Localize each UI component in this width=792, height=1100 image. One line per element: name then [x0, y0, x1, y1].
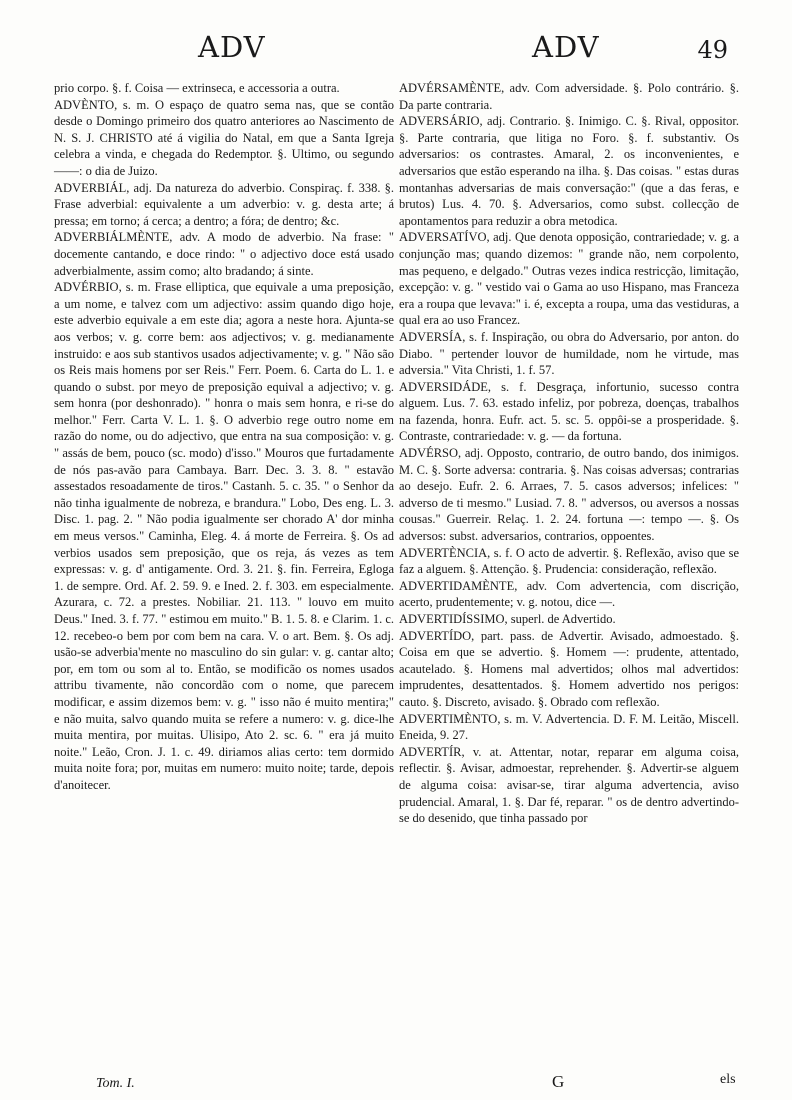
entry-paragraph: ADVÉRSAMÈNTE, adv. Com adversidade. §. Polo contrário. §. Da parte contraria. — [399, 81, 739, 112]
entry-paragraph: ADVÉRSO, adj. Opposto, contrario, de outro bando, dos inimigos. M. C. §. Sorte adversa: contraria. §. Nas coisas adversas; contrarias ao desejo. Eufr. 2. 6. Arraes, 7. 5. casos adversos; infelices: " adverso de ti mesmo." Lusiad. 7. 8. " adversos, ou aversos a nossas cousas." Guerreir. Relaç. 1. 2. 24. fortuna —: tempo —. §. Os adversos: subst. adversarios, contrarios, oppoentes. — [399, 446, 739, 544]
catchword: els — [720, 1072, 736, 1087]
entry-paragraph: ADVERTÍDO, part. pass. de Advertir. Avisado, admoestado. §. Coisa em que se advertio. §. Homem —: prudente, attentado, acautelado. §. Homens mal advertidos; olhos mal advertidos: imprudentes, desattentados. §. Homem advertido nos perigos: cauto. §. Discreto, avisado. §. Obrado com reflexão. — [399, 628, 739, 709]
entry-paragraph: ADVERTIDÍSSIMO, superl. de Advertido. — [399, 612, 616, 626]
right-column — [399, 80, 739, 827]
entry-paragraph: ADVERTÈNCIA, s. f. O acto de advertir. §. Reflexão, aviso que se faz a alguem. §. Attenção. §. Prudencia: consideração, reflexão. — [399, 545, 739, 577]
running-head-right: ADV — [532, 30, 600, 64]
entry-paragraph: ADVERTIMÈNTO, s. m. V. Advertencia. D. F. M. Leitão, Miscell. Eneida, 9. 27. — [399, 711, 739, 743]
entry-paragraph: ADVERSÍA, s. f. Inspiração, ou obra do Adversario, por anton. do Diabo. " pertender louvor de humildade, nom he virtude, mas adversia." Vita Christi, 1. f. 57. — [399, 329, 739, 378]
entry-paragraph: ADVERSATÍVO, adj. Que denota opposição, contrariedade; v. g. a conjunção mas; quando dizemos: " grande não, nem corpolento, mas pequeno, e delgado." Outras vezes indica restricção, limitação, excepção: v. g. " vestido vai o Gama ao uso Hispano, mas Franceza era a roupa que levava:" i. é, excepta a roupa, uma das vestiduras, a qual era ao uso Francez. — [399, 230, 739, 328]
entry-paragraph: ADVÈNTO, s. m. O espaço de quatro sema nas, que se contão desde o Domingo primeiro dos quatro anteriores ao Nascimento de N. S. J. CHRISTO até á vigilia do Natal, em que a Santa Igreja celebra a vinda, e chegada do Redemptor. §. Ultimo, ou segundo ——: o dia de Juizo. — [54, 97, 394, 178]
entry-paragraph: ADVERBIÁLMÈNTE, adv. A modo de adverbio. Na frase: " docemente cantando, e doce rindo: " o adjectivo doce está usado adverbialmente, assim como; alto bradando; á sinte. — [54, 230, 394, 278]
entry-paragraph: ADVERSÁRIO, adj. Contrario. §. Inimigo. C. §. Rival, oppositor. §. Parte contraria, que litiga no Foro. §. f. substantiv. Os adversarios: os contrastes. Amaral, 2. os inconvenientes, e adversarios que estão esperando na ilha. §. Das coisas. " estas duras montanhas adversarias de mais conversação:" (que a das feras, e brutos) Lus. 4. 70. §. Adversarios, como subst. collecção de apontamentos para reduzir a obra metodica. — [399, 114, 739, 228]
entry-paragraph: ADVÉRBIO, s. m. Frase elliptica, que equivale a uma preposição, a um nome, e talvez com um adjectivo: assim quando digo hoje, este adverbio equivale a em este dia; agora a neste hora. Ajunta-se aos verbos; v. g. corre bem: aos adjectivos; v. g. medianamente instruido: e aos sub stantivos usados adjectivamente; v. g. " Não são os Reis mais homens por ser Reis." Ferr. Poem. 6. Carta do L. 1. e quando o subst. por meyo de preposição equival a adjectivo; v. g. sem honra (por deshonrado). " honra o mais sem honra, e ri-se do melhor." Ferr. Carta V. L. 1. §. O adverbio rege outro nome em razão do nome, ou do adjectivo, que entra na sua composição: v. g. " assás de bem, pouco (sc. modo) d'isso." Mouros que furtadamente de nós pas-avão para Cambaya. Barr. Dec. 3. 3. 8. " estavão assestados resoadamente de tiros." Castanh. 5. c. 35. " o Senhor da não tinha igualmente de nobreza, e brandura." Lobo, Des eng. L. 3. Disc. 1. pag. 2. " Não podia igualmente ser chorado A' dor minha em meus versos." Caminha, Eleg. 4. á morte de Ferreira. §. Os ad verbios usados sem preposição, que os reja, ás vezes as tem expressas: v. g. d' antigamente. Ord. 3. 21. §. fin. Ferreira, Egloga 1. de sempre. Ord. Af. 2. 59. 9. e Ined. 2. f. 303. em especialmente. Azurara, c. 72. a prestes. Nobiliar. 21. 113. " louvo em muito Deus." Ined. 3. f. 77. " estimou em muito." B. 1. 5. 8. e Clarim. 1. c. 12. recebeo-o bem por com bem na cara. V. o art. Bem. §. Os adj. usão-se adverbia'mente no masculino do sin gular: v. g. cantar alto; por, em tom ou som al to. Então, se modificão os nomes usados attribu tivamente, não concordão com o nome, que parecem modificar, e assim dizemos bem: v. g. " isso não é muito mentira;" e não muita, salvo quando muita se refere a numero: v. g. dice-lhe muita mentira, por muitas. Ulisipo, Ato 2. sc. 6. " era já muito noite." Leão, Cron. J. 1. c. 49. diriamos alias certo: tem dormido muita noite fora; por, muitas em numero: muito noite; tarde, depois d'anoitecer. — [54, 280, 394, 792]
entry-paragraph: ADVERTÍR, v. at. Attentar, notar, reparar em alguma coisa, reflectir. §. Avisar, admoestar, reprehender. §. Advertir-se alguem de alguma coisa: avisar-se, tirar alguma advertencia, aviso prudencial. Amaral, 1. §. Dar fé, reparar. " os de dentro advertindo-se do desenido, que tinha passado por — [399, 744, 739, 826]
volume-label: Tom. I. — [96, 1076, 135, 1091]
running-head-left: ADV — [198, 30, 266, 64]
entry-paragraph: ADVERBIÁL, adj. Da natureza do adverbio. Conspiraç. f. 338. §. Frase adverbial: equivalente a um adverbio: v. g. desta arte; á pressa; em torno; á cerca; a dentro; a fóra; de dentro; &c. — [54, 180, 394, 228]
entry-paragraph: ADVERSIDÁDE, s. f. Desgraça, infortunio, sucesso contra alguem. Lus. 7. 63. estado infeliz, por pobreza, doenças, trabalhos na fazenda, honra. Eufr. act. 5. sc. 5. oppôi-se a prosperidade. §. Contraste, contrariedade: v. g. — da fortuna. — [399, 379, 739, 444]
entry-paragraph: ADVERTIDAMÈNTE, adv. Com advertencia, com discrição, acerto, prudentemente; v. g. notou, dice —. — [399, 578, 739, 610]
left-column — [54, 80, 394, 794]
page-number: 49 — [697, 36, 728, 64]
signature-mark: G — [552, 1072, 565, 1091]
entry-paragraph: prio corpo. §. f. Coisa — extrinseca, e accessoria a outra. — [54, 81, 340, 95]
